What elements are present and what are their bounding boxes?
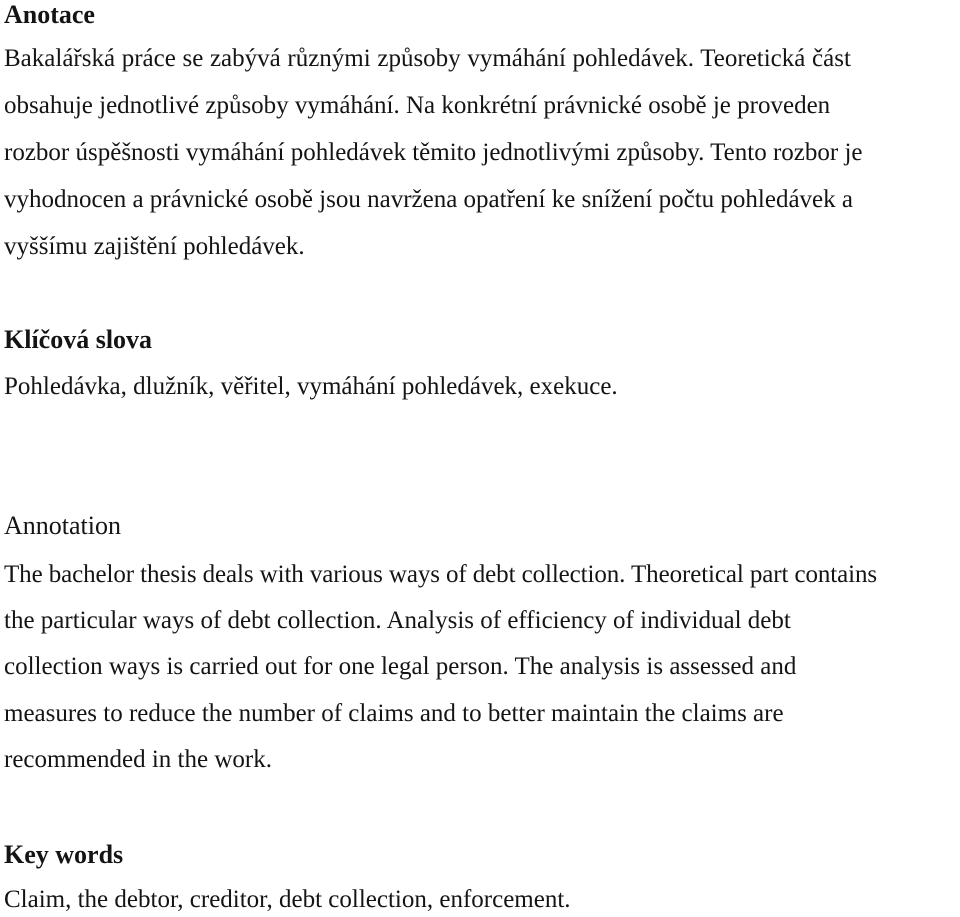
annotation-line: measures to reduce the number of claims and to better maintain the claims are [4, 700, 784, 727]
anotace-heading: Anotace [4, 0, 95, 29]
klicova-slova-text: Pohledávka, dlužník, věřitel, vymáhání pohledávek, exekuce. [4, 373, 618, 400]
anotace-line: obsahuje jednotlivé způsoby vymáhání. Na konkrétní právnické osobě je proveden [4, 92, 831, 119]
anotace-line: vyhodnocen a právnické osobě jsou navržena opatření ke snížení počtu pohledávek a [4, 186, 853, 213]
anotace-line: vyššímu zajištění pohledávek. [4, 233, 305, 260]
key-words-heading: Key words [4, 840, 124, 869]
annotation-line: collection ways is carried out for one legal person. The analysis is assessed and [4, 653, 797, 680]
annotation-line: the particular ways of debt collection. Analysis of efficiency of individual debt [4, 607, 791, 634]
klicova-slova-heading: Klíčová slova [4, 325, 153, 354]
anotace-line: Bakalářská práce se zabývá různými způsoby vymáhání pohledávek. Teoretická část [4, 45, 851, 72]
annotation-line: recommended in the work. [4, 746, 272, 773]
anotace-line: rozbor úspěšnosti vymáhání pohledávek těmito jednotlivými způsoby. Tento rozbor je [4, 139, 863, 166]
annotation-line: The bachelor thesis deals with various ways of debt collection. Theoretical part contains [4, 561, 877, 588]
key-words-text: Claim, the debtor, creditor, debt collection, enforcement. [4, 886, 571, 913]
annotation-heading: Annotation [4, 511, 121, 540]
